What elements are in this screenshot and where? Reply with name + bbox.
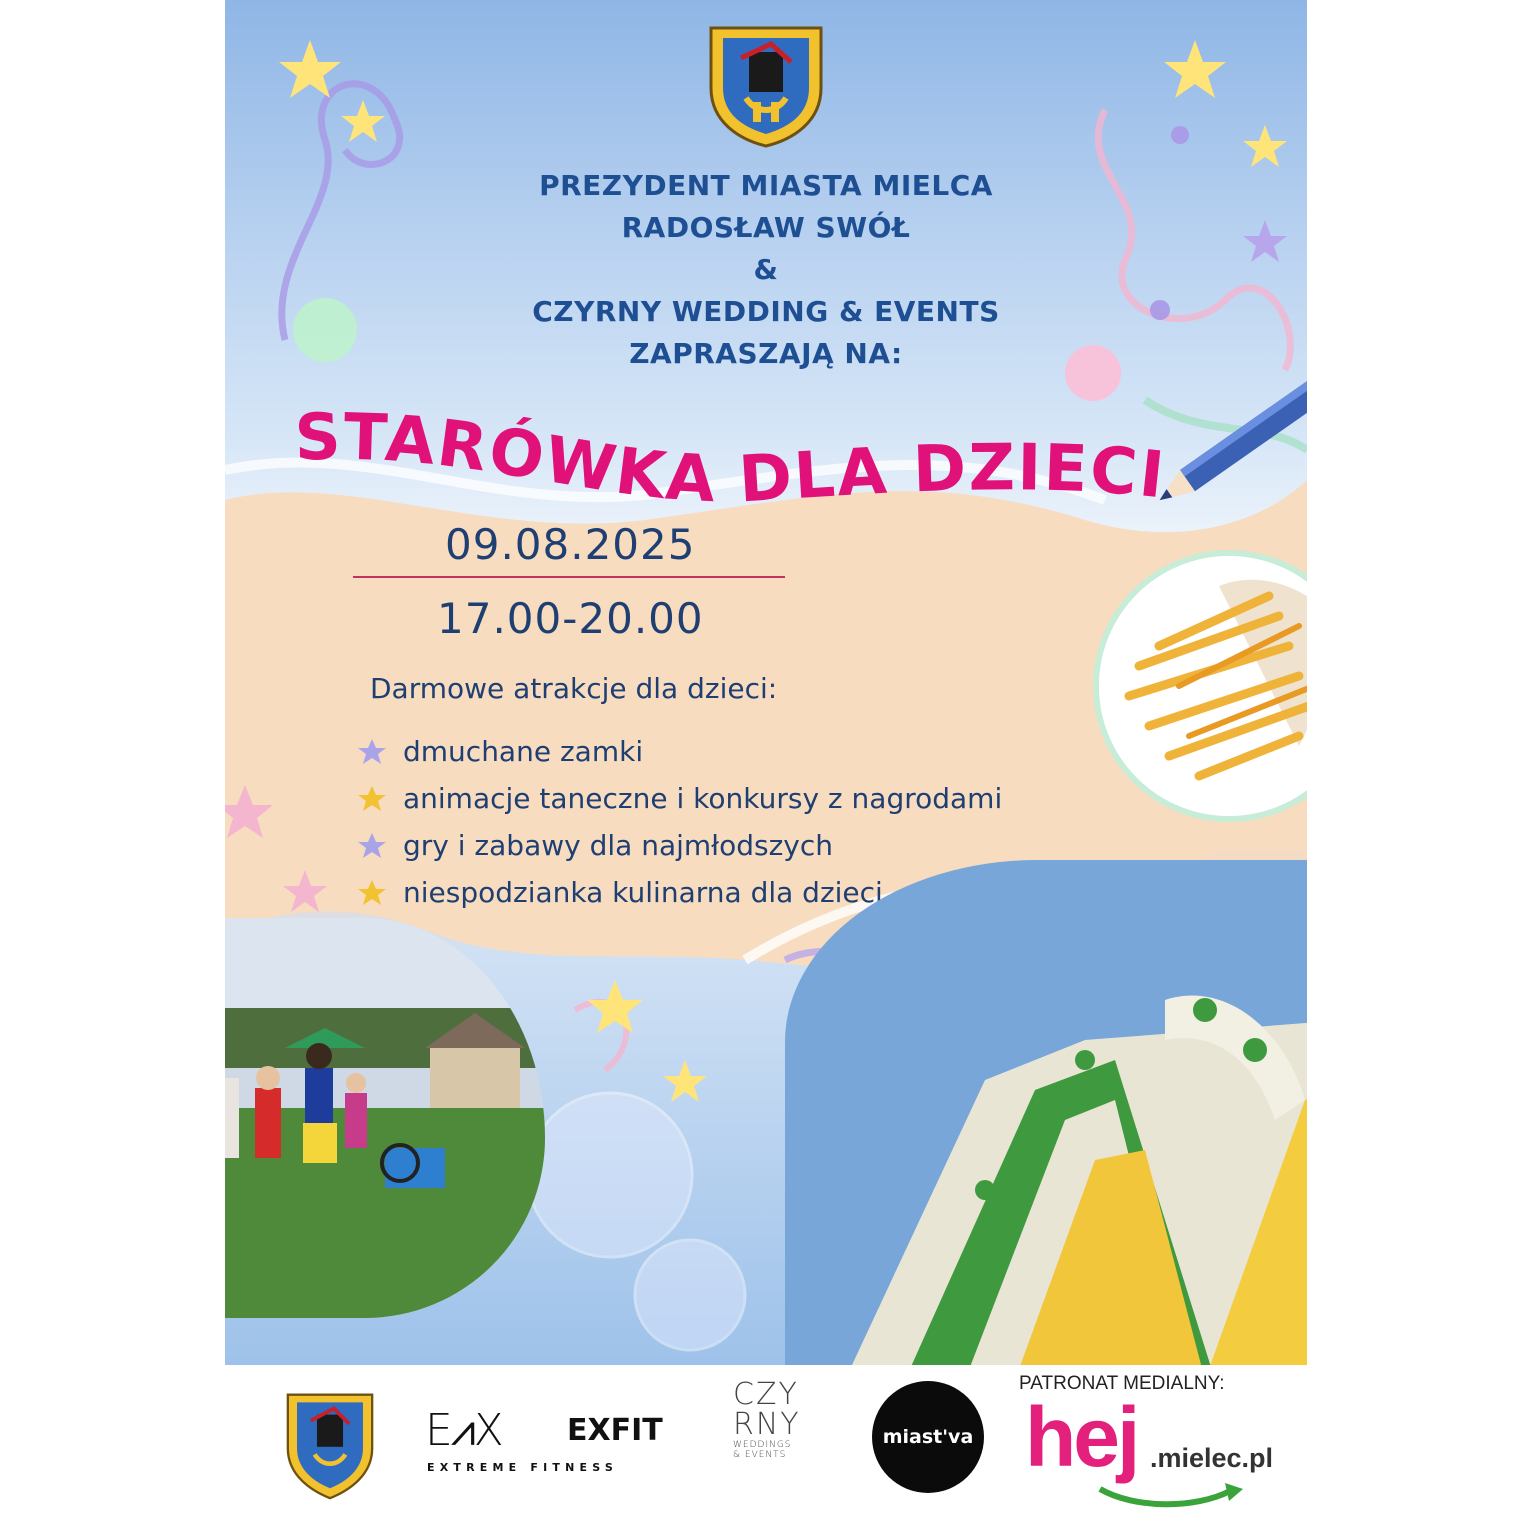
attraction-label: gry i zabawy dla najmłodszych [403,829,834,862]
attraction-label: niespodzianka kulinarna dla dzieci [403,876,883,909]
organizer-line-2: RADOSŁAW SWÓŁ [621,211,911,244]
bouncy-castle-photo [785,860,1307,1365]
star-icon [355,878,389,908]
poster [225,0,1307,1365]
organizer-line-1: PREZYDENT MIASTA MIELCA [539,169,993,202]
list-item [355,822,1002,869]
svg-text:STARÓWKA DLA DZIECI [294,401,1169,518]
czyrny-line-4: & EVENTS [733,1450,787,1460]
hej-domain: .mielec.pl [1150,1443,1274,1473]
event-title [285,400,1225,550]
arrow-swoosh-icon [1095,1479,1245,1509]
event-time: 17.00-20.00 [437,594,704,643]
miastova-logo: miast'va [872,1381,984,1493]
media-patron-label: PATRONAT MEDIALNY: [1019,1373,1225,1394]
star-icon [355,831,389,861]
czyrny-line-1: CZY [733,1377,799,1412]
attractions-heading: Darmowe atrakcje dla dzieci: [370,672,778,705]
czyrny-logo [733,1377,828,1500]
event-date: 09.08.2025 [445,520,696,569]
organizer-line-5: ZAPRASZAJĄ NA: [629,337,903,370]
star-icon [355,737,389,767]
czyrny-line-3: WEDDINGS [733,1440,792,1450]
event-title-text: STARÓWKA DLA DZIECI [293,400,1170,518]
organizer-line-3: & [753,253,779,286]
star-icon [355,784,389,814]
czyrny-line-2: RNY [733,1407,801,1442]
exfit-logo [425,1405,670,1475]
hej-mielec-logo [1025,1390,1285,1511]
fries-illustration [1099,556,1307,816]
exfit-mark: E⩘X [425,1405,502,1456]
crest-icon [701,18,831,148]
attraction-label: animacje taneczne i konkursy z nagrodami [403,782,1003,815]
list-item [355,728,1002,775]
exfit-tagline: EXTREME FITNESS [427,1461,618,1474]
list-item [355,775,1002,822]
hej-mark: hej [1025,1390,1138,1484]
organizer-line-4: CZYRNY WEDDING & EVENTS [532,295,1000,328]
city-crest-icon [280,1387,380,1502]
bouncy-castle-illustration [785,860,1307,1365]
organizer-header [225,165,1307,375]
attraction-label: dmuchane zamki [403,735,644,768]
exfit-name: EXFIT [567,1413,663,1448]
date-divider [353,576,785,578]
sponsors-footer [225,1365,1307,1530]
